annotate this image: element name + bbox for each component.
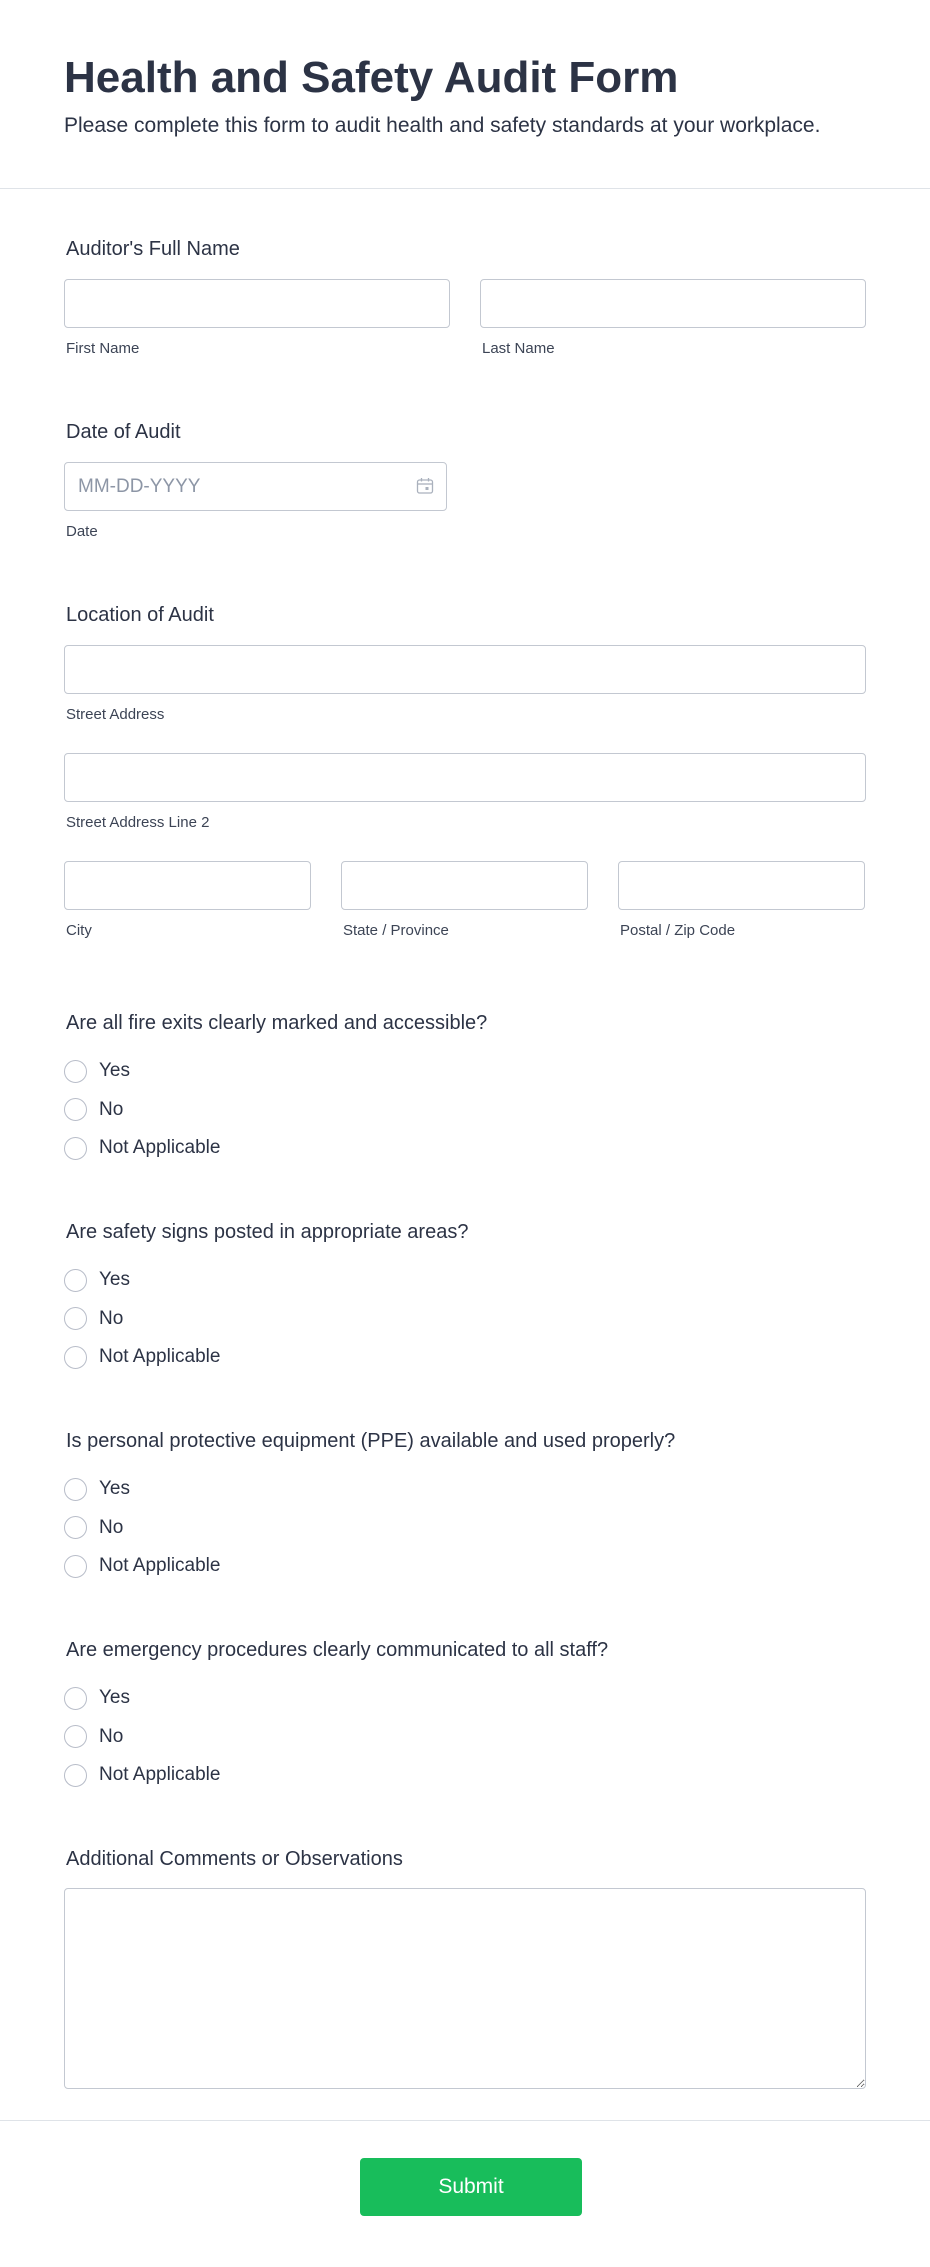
radio-option-yes[interactable]	[64, 1052, 487, 1091]
radio-button[interactable]	[64, 1098, 87, 1121]
date-input[interactable]	[64, 462, 447, 511]
safety-signs-radio-group	[64, 1261, 468, 1377]
submit-button[interactable]: Submit	[360, 2158, 582, 2216]
radio-option-no[interactable]	[64, 1300, 468, 1339]
radio-option-not-applicable[interactable]	[64, 1756, 608, 1795]
comments-field	[64, 1846, 866, 2089]
audit-date-label: Date of Audit	[66, 421, 181, 443]
radio-button[interactable]	[64, 1764, 87, 1787]
radio-option-not-applicable[interactable]	[64, 1547, 675, 1586]
first-name-sublabel: First Name	[66, 340, 140, 357]
radio-option-label: Not Applicable	[99, 1346, 221, 1368]
radio-option-label: No	[99, 1516, 124, 1538]
ppe-label: Is personal protective equipment (PPE) available and used properly?	[66, 1430, 676, 1452]
calendar-icon[interactable]	[416, 477, 434, 495]
zip-input[interactable]	[618, 861, 865, 910]
radio-button[interactable]	[64, 1346, 87, 1369]
fire-exits-label: Are all fire exits clearly marked and accessible?	[66, 1012, 488, 1034]
radio-option-not-applicable[interactable]	[64, 1129, 487, 1168]
location-field	[64, 602, 866, 940]
radio-option-label: Yes	[99, 1269, 130, 1291]
fire-exits-question	[64, 1010, 487, 1168]
first-name-input[interactable]	[64, 279, 450, 328]
radio-button[interactable]	[64, 1555, 87, 1578]
safety-signs-label: Are safety signs posted in appropriate areas?	[66, 1221, 469, 1243]
radio-button[interactable]	[64, 1516, 87, 1539]
last-name-sublabel: Last Name	[482, 340, 555, 357]
emergency-procedures-label: Are emergency procedures clearly communicated to all staff?	[66, 1639, 609, 1661]
radio-option-no[interactable]	[64, 1091, 487, 1130]
location-label: Location of Audit	[66, 604, 214, 626]
radio-option-not-applicable[interactable]	[64, 1338, 468, 1377]
radio-option-yes[interactable]	[64, 1261, 468, 1300]
comments-textarea[interactable]	[64, 1888, 866, 2089]
radio-option-label: Yes	[99, 1478, 130, 1500]
emergency-procedures-question	[64, 1637, 608, 1795]
comments-label: Additional Comments or Observations	[66, 1848, 403, 1870]
form-subtitle: Please complete this form to audit health and safety standards at your workplace.	[64, 114, 821, 137]
radio-button[interactable]	[64, 1725, 87, 1748]
radio-option-label: Not Applicable	[99, 1555, 221, 1577]
radio-option-label: No	[99, 1098, 124, 1120]
last-name-input[interactable]	[480, 279, 866, 328]
radio-option-no[interactable]	[64, 1718, 608, 1757]
street-address-input[interactable]	[64, 645, 866, 694]
radio-button[interactable]	[64, 1137, 87, 1160]
street-address-line2-sublabel: Street Address Line 2	[66, 814, 210, 831]
state-sublabel: State / Province	[343, 922, 449, 939]
fire-exits-radio-group	[64, 1052, 487, 1168]
city-input[interactable]	[64, 861, 311, 910]
radio-button[interactable]	[64, 1060, 87, 1083]
audit-date-field	[64, 419, 447, 541]
street-address-sublabel: Street Address	[66, 706, 165, 723]
radio-option-label: Not Applicable	[99, 1137, 221, 1159]
radio-option-no[interactable]	[64, 1509, 675, 1548]
radio-button[interactable]	[64, 1269, 87, 1292]
radio-button[interactable]	[64, 1307, 87, 1330]
radio-option-yes[interactable]	[64, 1679, 608, 1718]
form-title: Health and Safety Audit Form	[64, 53, 679, 102]
radio-option-label: No	[99, 1725, 124, 1747]
state-input[interactable]	[341, 861, 588, 910]
ppe-radio-group	[64, 1470, 675, 1586]
radio-option-label: No	[99, 1307, 124, 1329]
safety-signs-question	[64, 1219, 468, 1377]
zip-sublabel: Postal / Zip Code	[620, 922, 736, 939]
ppe-question	[64, 1428, 675, 1586]
radio-option-yes[interactable]	[64, 1470, 675, 1509]
radio-option-label: Yes	[99, 1687, 130, 1709]
city-sublabel: City	[66, 922, 92, 939]
radio-button[interactable]	[64, 1478, 87, 1501]
street-address-line2-input[interactable]	[64, 753, 866, 802]
radio-option-label: Not Applicable	[99, 1764, 221, 1786]
date-sublabel: Date	[66, 523, 98, 540]
auditor-name-field	[64, 236, 866, 358]
form-header	[0, 0, 930, 189]
radio-option-label: Yes	[99, 1060, 130, 1082]
footer-divider	[0, 2120, 930, 2121]
auditor-name-label: Auditor's Full Name	[66, 238, 240, 260]
radio-button[interactable]	[64, 1687, 87, 1710]
emergency-procedures-radio-group	[64, 1679, 608, 1795]
